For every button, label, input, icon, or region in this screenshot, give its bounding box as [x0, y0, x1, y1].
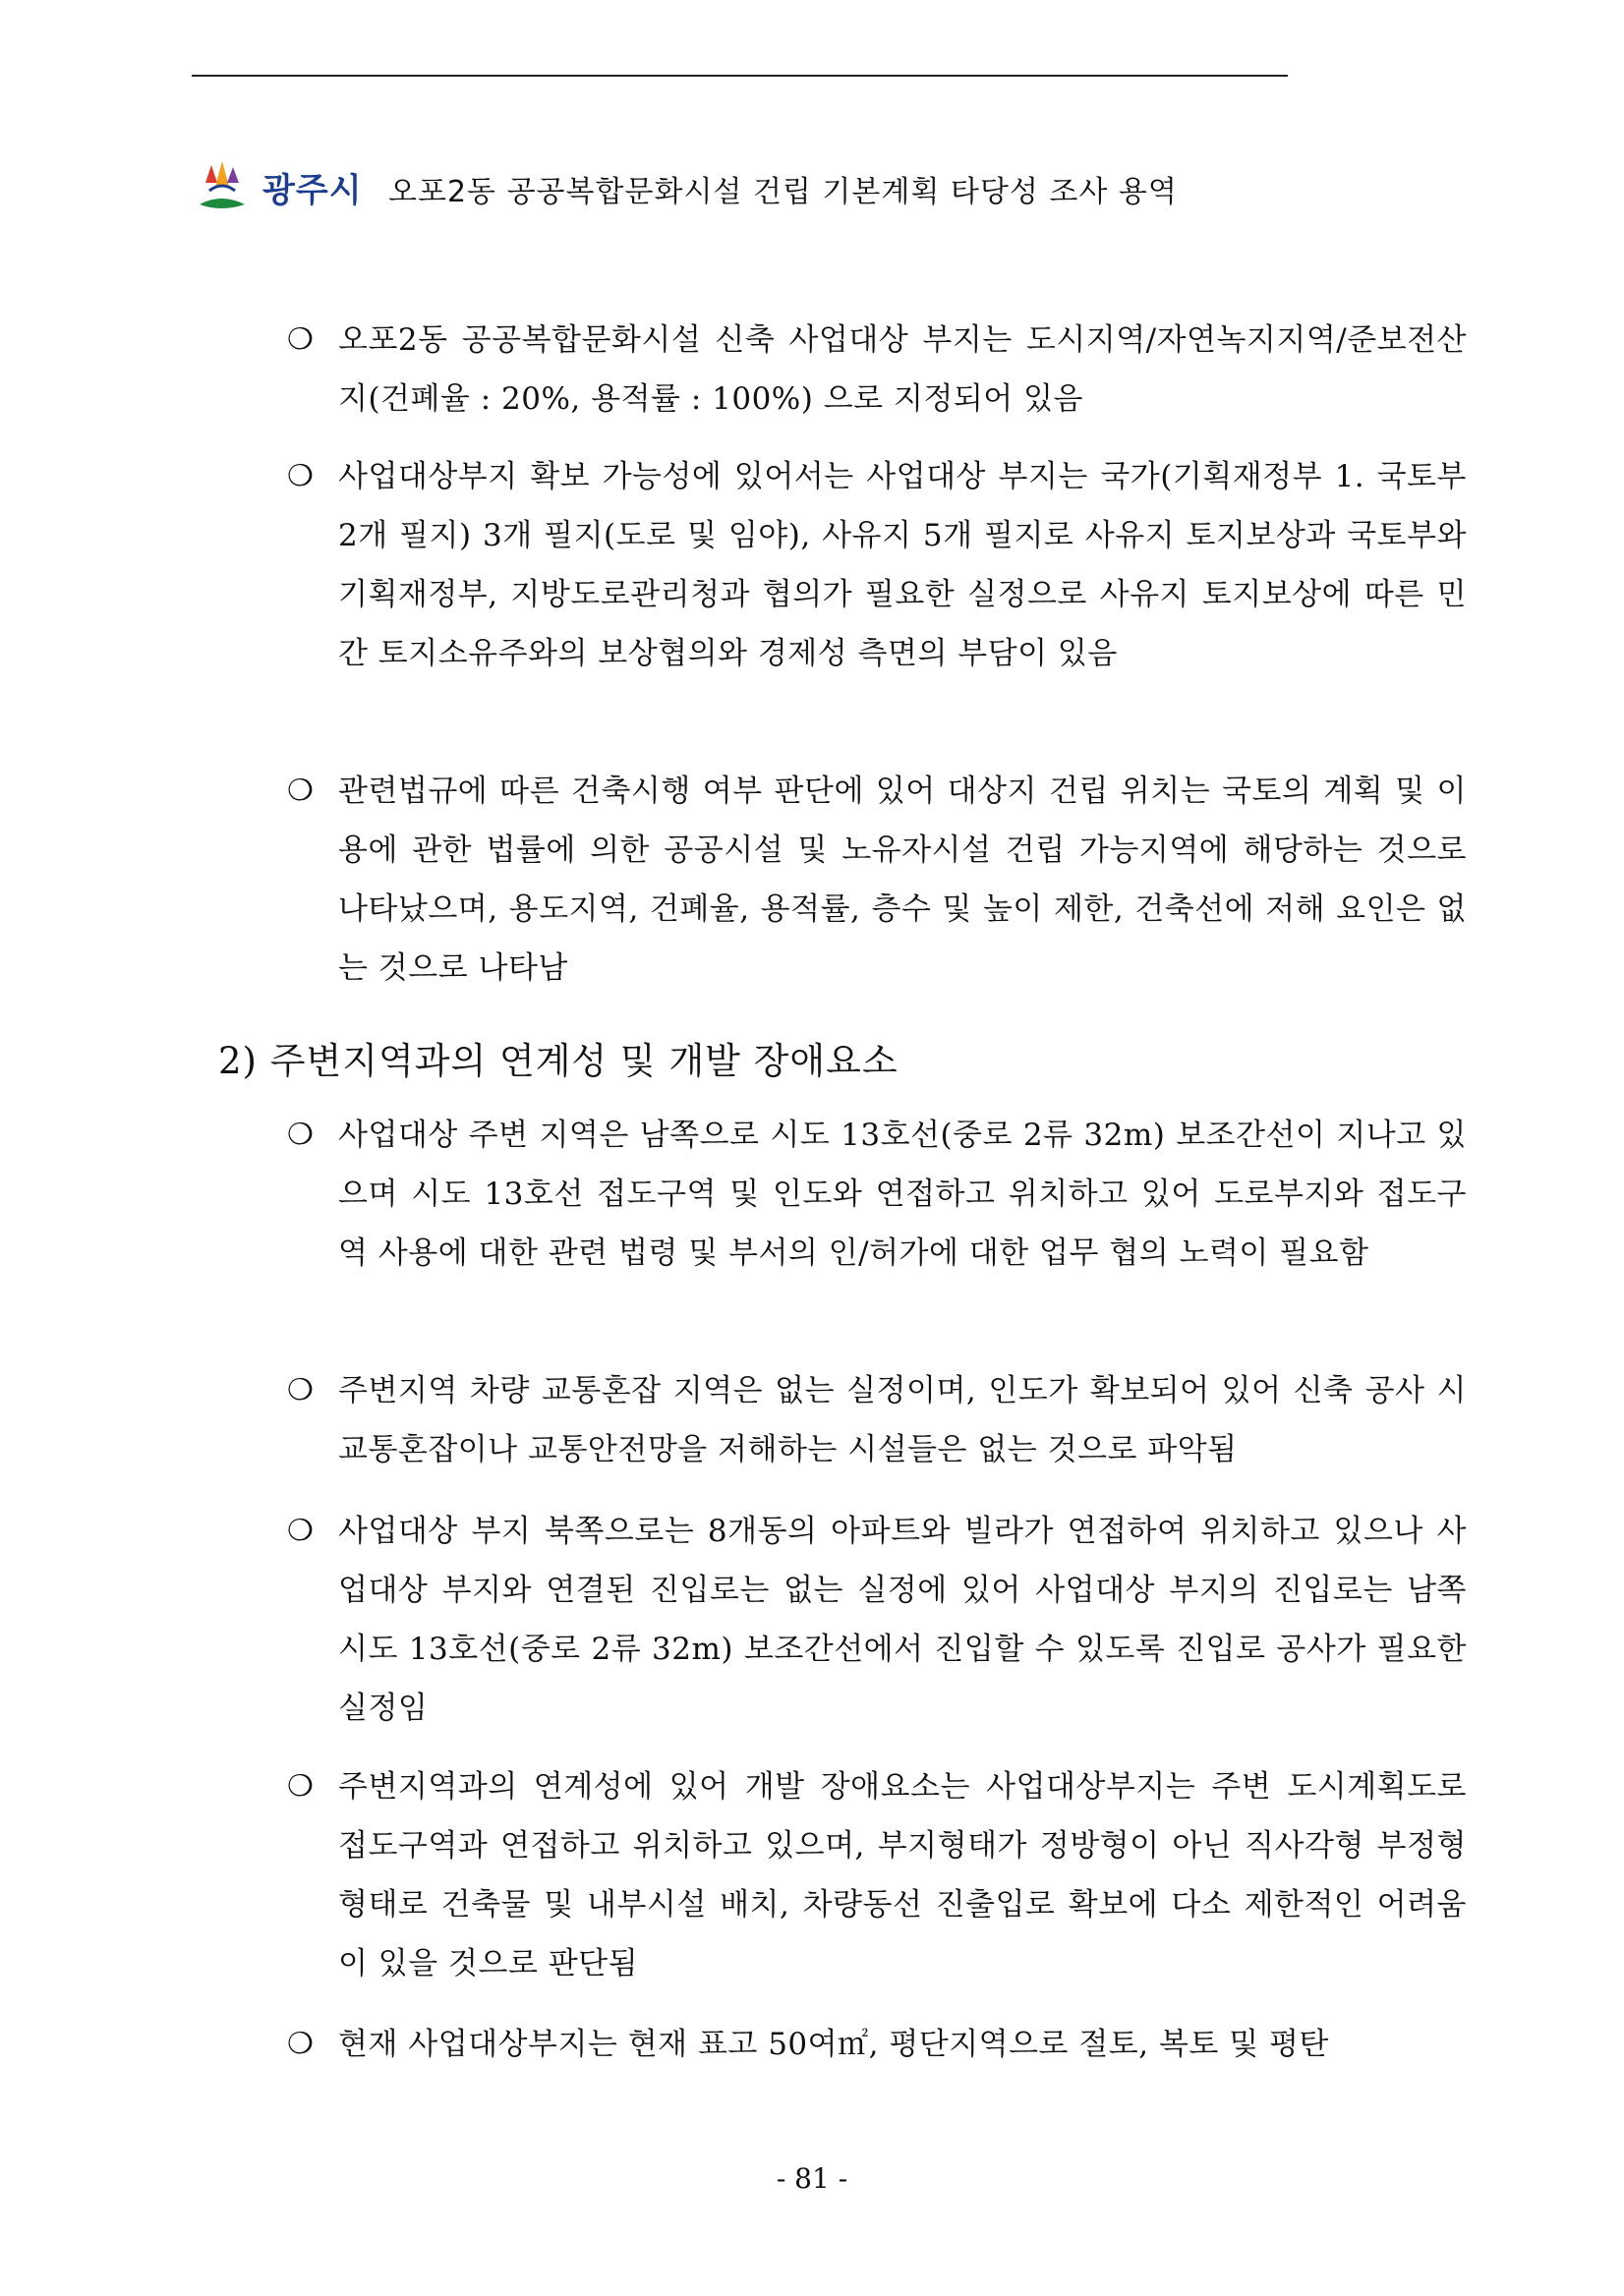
logo-text: 광주시 — [262, 171, 363, 210]
bullet-text: 관련법규에 따른 건축시행 여부 판단에 있어 대상지 건립 위치는 국토의 계획 및 이용에 관한 법률에 의한 공공시설 및 노유자시설 건립 가능지역에 해당하는 것으로 나타났으며, 용도지역, 건폐율, 용적률, 층수 및 높이 제한, 건축선에 저해 요인은 없는 것으로 나타남 — [338, 774, 1467, 986]
bullet-text: 현재 사업대상부지는 현재 표고 50여㎡, 평단지역으로 절토, 복토 및 평탄 — [338, 2027, 1329, 2062]
bullet-text: 주변지역 차량 교통혼잡 지역은 없는 실정이며, 인도가 확보되어 있어 신축 공사 시 교통혼잡이나 교통안전망을 저해하는 시설들은 없는 것으로 파악됨 — [338, 1373, 1467, 1467]
bullet-mark: ❍ — [287, 1514, 314, 1548]
bullet-text: 사업대상부지 확보 가능성에 있어서는 사업대상 부지는 국가(기획재정부 1. 국토부 2개 필지) 3개 필지(도로 및 임야), 사유지 5개 필지로 사유지 토지보상과 국토부와 기획재정부, 지방도로관리청과 협의가 필요한 실정으로 사유지 토지보상에 따른 민간 토지소유주와의 보상협의와 경제성 측면의 부담이 있음 — [338, 459, 1467, 671]
section-heading: 2) 주변지역과의 연계성 및 개발 장애요소 — [218, 1040, 899, 1082]
bullet-text: 오포2동 공공복합문화시설 신축 사업대상 부지는 도시지역/자연녹지지역/준보전산지(건폐율 : 20%, 용적률 : 100%) 으로 지정되어 있음 — [338, 322, 1467, 417]
bullet-mark: ❍ — [287, 1769, 314, 1804]
bullet-mark: ❍ — [287, 459, 314, 493]
document-title: 오포2동 공공복합문화시설 건립 기본계획 타당성 조사 용역 — [388, 175, 1178, 209]
page-header — [192, 145, 1479, 224]
bullet-text: 주변지역과의 연계성에 있어 개발 장애요소는 사업대상부지는 주변 도시계획도로 접도구역과 연접하고 위치하고 있으며, 부지형태가 정방형이 아닌 직사각형 부정형 형태로 건축물 및 내부시설 배치, 차량동선 진출입로 확보에 다소 제한적인 어려움이 있을 것으로 판단됨 — [338, 1769, 1467, 1981]
bullet-mark: ❍ — [287, 1373, 314, 1407]
header-divider — [192, 75, 1288, 77]
page-number: - 81 - — [776, 2162, 848, 2195]
gwangju-logo-icon — [192, 153, 253, 218]
bullet-text: 사업대상 주변 지역은 남쪽으로 시도 13호선(중로 2류 32m) 보조간선이 지나고 있으며 시도 13호선 접도구역 및 인도와 연접하고 위치하고 있어 도로부지와 접도구역 사용에 대한 관련 법령 및 부서의 인/허가에 대한 업무 협의 노력이 필요함 — [338, 1118, 1467, 1271]
bullet-mark: ❍ — [287, 1118, 314, 1152]
bullet-mark: ❍ — [287, 774, 314, 808]
bullet-mark: ❍ — [287, 2027, 314, 2061]
bullet-text: 사업대상 부지 북쪽으로는 8개동의 아파트와 빌라가 연접하여 위치하고 있으나 사업대상 부지와 연결된 진입로는 없는 실정에 있어 사업대상 부지의 진입로는 남쪽 시도 13호선(중로 2류 32m) 보조간선에서 진입할 수 있도록 진입로 공사가 필요한 실정임 — [338, 1514, 1467, 1726]
bullet-mark: ❍ — [287, 322, 314, 357]
